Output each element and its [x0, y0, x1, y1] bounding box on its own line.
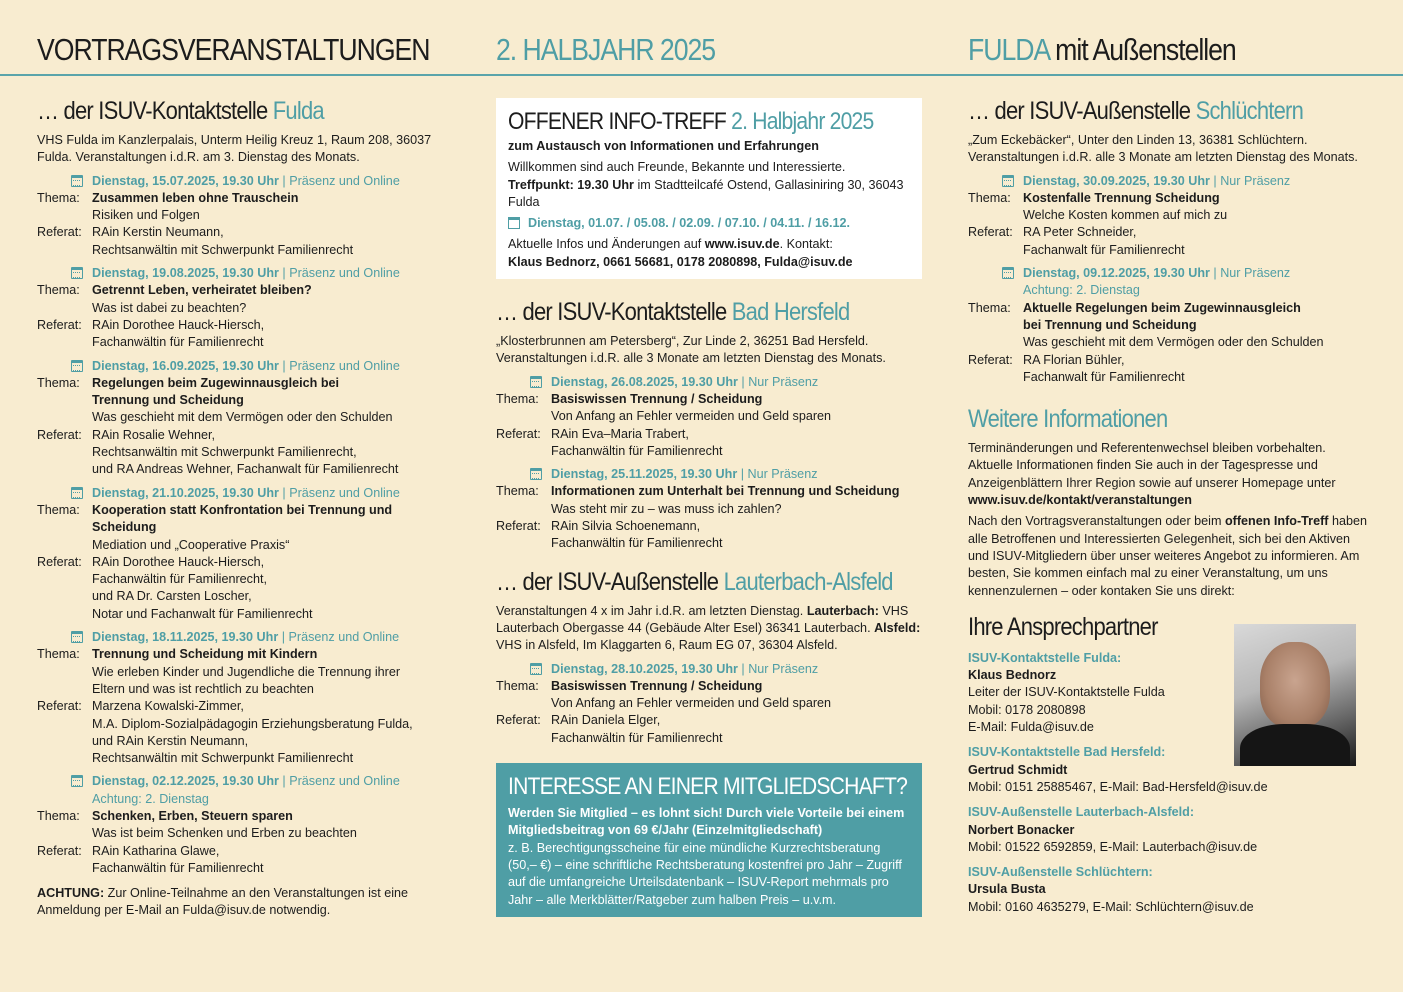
contact-details: Mobil: 0151 25885467, E-Mail: Bad-Hersfeld@isuv.de	[968, 779, 1268, 794]
event-date: Dienstag, 02.12.2025, 19.30 Uhr | Präsenz und Online	[37, 773, 467, 790]
contact-item	[968, 864, 1368, 916]
contacts-title: Ihre Ansprechpartner	[968, 612, 1158, 641]
info-treff-title: OFFENER INFO-TREFF 2. Halbjahr 2025	[508, 108, 874, 135]
event-format: Nur Präsenz	[747, 467, 818, 482]
event-referat: Referat: RA Florian Bühler, Fachanwalt für Familienrecht	[968, 352, 1185, 384]
membership-title: INTERESSE AN EINER MITGLIEDSCHAFT?	[508, 773, 908, 801]
event-format: Präsenz und Online	[289, 774, 400, 789]
info-treff-location: Treffpunkt: 19.30 Uhr im Stadtteilcafé Ostend, Gallasiniring 30, 36043 Fulda	[508, 177, 904, 209]
hersfeld-intro: „Klosterbrunnen am Petersberg“, Zur Linde 2, 36251 Bad Hersfeld. Veranstaltungen i.d.R. alle 3 Monate am letzten Dienstag des Monats.	[496, 334, 886, 366]
schluechtern-intro: „Zum Eckebäcker“, Unter den Linden 13, 36381 Schlüchtern. Veranstaltungen i.d.R. alle 3 Monate am letzten Dienstag des Monats.	[968, 133, 1358, 165]
calendar-icon	[1002, 267, 1014, 279]
event-item	[37, 265, 467, 351]
event-thema: Thema: Regelungen beim Zugewinnausgleich bei Trennung und Scheidung Was geschieht mit dem Vermögen oder den Schulden	[37, 375, 393, 425]
contact-name: Gertrud Schmidt	[968, 762, 1068, 777]
page-header	[0, 0, 1403, 76]
lauterbach-event-list	[496, 661, 922, 747]
contact-details: Mobil: 01522 6592859, E-Mail: Lauterbach@isuv.de	[968, 839, 1258, 854]
event-referat: Referat: RAin Daniela Elger, Fachanwältin für Familienrecht	[496, 713, 723, 745]
event-format: Präsenz und Online	[289, 358, 400, 373]
info-treff-dates: Dienstag, 01.07. / 05.08. / 02.09. / 07.10. / 04.11. / 16.12.	[508, 215, 910, 232]
calendar-icon	[530, 468, 542, 480]
event-item	[37, 173, 467, 259]
column-fulda	[37, 88, 467, 920]
event-date: Dienstag, 26.08.2025, 19.30 Uhr | Nur Präsenz	[496, 374, 922, 391]
event-date: Dienstag, 18.11.2025, 19.30 Uhr | Präsenz und Online	[37, 629, 467, 646]
event-format: Nur Präsenz	[748, 661, 819, 676]
membership-benefits: z. B. Berechtigungsscheine für eine mündliche Kurzrechtsberatung (50,– €) – eine schriftliche Rechtsberatung kostenfrei pro Jahr – Zugriff auf die umfangreiche Urteilsdatenbank – ISUV-Report mehrmals pro Jahr – alle Merkblätter/Ratgeber zum halben Preis – u.v.m.	[508, 840, 902, 907]
event-note: Achtung: 2. Dienstag	[92, 791, 209, 806]
calendar-icon	[71, 775, 83, 787]
section-title-hersfeld: … der ISUV-Kontaktstelle Bad Hersfeld	[496, 298, 850, 327]
header-title-right: FULDA mit Außenstellen	[968, 32, 1236, 67]
header-title-middle: 2. HALBJAHR 2025	[496, 32, 716, 67]
event-thema: Thema: Kostenfalle Trennung Scheidung Welche Kosten kommen auf mich zu	[968, 190, 1228, 223]
section-title-lauterbach: … der ISUV-Außenstelle Lauterbach-Alsfeld	[496, 567, 893, 596]
calendar-icon	[1002, 175, 1014, 187]
calendar-icon	[530, 376, 542, 388]
weitere-text-2: Nach den Vortragsveranstaltungen oder beim offenen Info-Treff haben alle Betroffenen und Interessierten Gelegenheit, sich bei den Aktiven und ISUV-Mitgliedern über unser weiteres Angebot zu informieren. Am besten, Sie kommen einfach mal zu einer Veranstaltung, um uns kennenzulernen – oder kontaken Sie uns direkt:	[968, 514, 1368, 598]
online-notice: ACHTUNG: Zur Online-Teilnahme an den Veranstaltungen ist eine Anmeldung per E-Mail an Fulda@isuv.de notwendig.	[37, 886, 409, 918]
calendar-icon	[71, 487, 83, 499]
event-note: Achtung: 2. Dienstag	[1023, 283, 1140, 298]
info-treff-contact: Klaus Bednorz, 0661 56681, 0178 2080898, Fulda@isuv.de	[508, 254, 853, 269]
membership-box	[496, 763, 922, 917]
event-item	[37, 358, 467, 479]
header-title-left: VORTRAGSVERANSTALTUNGEN	[37, 32, 430, 67]
event-item	[37, 773, 467, 877]
event-date: Dienstag, 15.07.2025, 19.30 Uhr | Präsenz und Online	[37, 173, 467, 190]
calendar-icon	[71, 175, 83, 187]
calendar-icon	[530, 663, 542, 675]
contact-photo	[1234, 624, 1356, 766]
contacts-section	[968, 612, 1368, 916]
calendar-icon	[71, 267, 83, 279]
contact-office: ISUV-Kontaktstelle Fulda:	[968, 650, 1122, 665]
event-date: Dienstag, 09.12.2025, 19.30 Uhr | Nur Präsenz	[968, 265, 1368, 282]
event-format: Präsenz und Online	[289, 485, 400, 500]
event-thema: Thema: Zusammen leben ohne Trauschein Risiken und Folgen	[37, 190, 299, 223]
event-date: Dienstag, 19.08.2025, 19.30 Uhr | Präsenz und Online	[37, 265, 467, 282]
contact-name: Norbert Bonacker	[968, 822, 1075, 837]
contact-office: ISUV-Kontaktstelle Bad Hersfeld:	[968, 745, 1166, 760]
isuv-link[interactable]: www.isuv.de	[704, 237, 780, 252]
contact-item	[968, 804, 1368, 856]
event-item	[496, 466, 922, 552]
event-referat: Referat: RAin Silvia Schoenemann, Fachanwältin für Familienrecht	[496, 519, 723, 551]
event-thema: Thema: Kooperation statt Konfrontation bei Trennung und Scheidung Mediation und „Cooperative Praxis“	[37, 502, 393, 552]
event-thema: Thema: Getrennt Leben, verheiratet bleiben? Was ist dabei zu beachten?	[37, 283, 312, 315]
calendar-icon	[508, 217, 520, 229]
event-item	[37, 629, 467, 767]
event-thema: Thema: Aktuelle Regelungen beim Zugewinnausgleich bei Trennung und Scheidung Was geschieht mit dem Vermögen oder den Schulden	[968, 300, 1324, 350]
event-format: Präsenz und Online	[288, 630, 400, 645]
event-date: Dienstag, 30.09.2025, 19.30 Uhr | Nur Präsenz	[968, 173, 1368, 190]
event-thema: Thema: Schenken, Erben, Steuern sparen Was ist beim Schenken und Erben zu beachten	[37, 808, 357, 841]
info-treff-box	[496, 98, 922, 279]
column-middle	[496, 88, 922, 917]
section-title-schluechtern: … der ISUV-Außenstelle Schlüchtern	[968, 97, 1304, 125]
event-date: Dienstag, 28.10.2025, 19.30 Uhr | Nur Präsenz	[496, 661, 922, 678]
fulda-event-list	[37, 173, 467, 878]
event-format: Nur Präsenz	[1220, 266, 1291, 281]
event-item	[496, 661, 922, 747]
lauterbach-intro: Veranstaltungen 4 x im Jahr i.d.R. am letzten Dienstag. Lauterbach: VHS Lauterbach Obergasse 44 (Gebäude Alter Esel) 36341 Lauterbach. Alsfeld: VHS in Alsfeld, Im Klaggarten 6, Raum EG 07, 36304 Alsfeld.	[496, 603, 921, 653]
contact-name: Klaus Bednorz	[968, 668, 1057, 683]
schluechtern-event-list	[968, 173, 1368, 387]
event-item	[968, 265, 1368, 386]
info-treff-aktuell: Aktuelle Infos und Änderungen auf www.isuv.de. Kontakt:	[508, 237, 833, 252]
event-format: Nur Präsenz	[748, 374, 819, 389]
info-treff-subtitle: zum Austausch von Informationen und Erfahrungen	[508, 139, 819, 153]
contact-name: Ursula Busta	[968, 882, 1046, 897]
section-title-weitere: Weitere Informationen	[968, 405, 1168, 434]
calendar-icon	[71, 360, 83, 372]
event-referat: Referat: RAin Dorothee Hauck-Hiersch, Fachanwältin für Familienrecht, und RA Dr. Carsten Loscher, Notar und Fachanwalt für Familienrecht	[37, 554, 313, 621]
contact-details: Leiter der ISUV-Kontaktstelle Fulda Mobil: 0178 2080898 E-Mail: Fulda@isuv.de	[968, 685, 1165, 735]
section-title-fulda: … der ISUV-Kontaktstelle Fulda	[37, 97, 324, 125]
event-format: Nur Präsenz	[1220, 173, 1291, 188]
event-date: Dienstag, 16.09.2025, 19.30 Uhr | Präsenz und Online	[37, 358, 467, 375]
fulda-intro: VHS Fulda im Kanzlerpalais, Unterm Heilig Kreuz 1, Raum 208, 36037 Fulda. Veranstaltungen i.d.R. am 3. Dienstag des Monats.	[37, 133, 432, 165]
event-referat: Referat: RA Peter Schneider, Fachanwalt für Familienrecht	[968, 225, 1185, 257]
contact-office: ISUV-Außenstelle Lauterbach-Alsfeld:	[968, 805, 1195, 820]
event-referat: Referat: Marzena Kowalski-Zimmer, M.A. Diplom-Sozialpädagogin Erziehungsberatung Fulda, und RAin Kerstin Neumann, Rechtsanwältin mit Schwerpunkt Familienrecht	[37, 699, 413, 766]
contact-details: Mobil: 0160 4635279, E-Mail: Schlüchtern@isuv.de	[968, 899, 1254, 914]
membership-lead: Werden Sie Mitglied – es lohnt sich! Durch viele Vorteile bei einem Mitgliedsbeitrag von 69 €/Jahr (Einzelmitgliedschaft)	[508, 806, 905, 838]
event-referat: Referat: RAin Dorothee Hauck-Hiersch, Fachanwältin für Familienrecht	[37, 317, 265, 350]
event-thema: Thema: Basiswissen Trennung / Scheidung Von Anfang an Fehler vermeiden und Geld sparen	[496, 678, 832, 711]
event-thema: Thema: Informationen zum Unterhalt bei Trennung und Scheidung Was steht mir zu – was muss ich zahlen?	[496, 484, 900, 516]
event-item	[968, 173, 1368, 259]
column-schluechtern	[968, 88, 1368, 916]
event-item	[37, 485, 467, 623]
event-date: Dienstag, 25.11.2025, 19.30 Uhr | Nur Präsenz	[496, 466, 922, 483]
event-referat: Referat: RAin Katharina Glawe, Fachanwältin für Familienrecht	[37, 843, 264, 875]
weitere-text-1: Terminänderungen und Referentenwechsel bleiben vorbehalten. Aktuelle Informationen finden Sie auch in der Tagespresse und Anzeigenblättern Ihrer Region sowie auf unserer Homepage unter www.isuv.de/kontakt/veranstaltungen	[968, 441, 1336, 508]
event-format: Präsenz und Online	[289, 173, 400, 188]
event-item	[496, 374, 922, 460]
event-referat: Referat: RAin Eva–Maria Trabert, Fachanwältin für Familienrecht	[496, 426, 723, 458]
event-referat: Referat: RAin Kerstin Neumann, Rechtsanwältin mit Schwerpunkt Familienrecht	[37, 225, 354, 257]
contact-office: ISUV-Außenstelle Schlüchtern:	[968, 865, 1153, 880]
veranstaltungen-link[interactable]: www.isuv.de/kontakt/veranstaltungen	[968, 493, 1192, 508]
event-format: Präsenz und Online	[289, 266, 400, 281]
info-treff-welcome: Willkommen sind auch Freunde, Bekannte und Interessierte.	[508, 160, 846, 175]
event-thema: Thema: Trennung und Scheidung mit Kindern Wie erleben Kinder und Jugendliche die Trennung ihrer Eltern und was ist rechtlich zu beachten	[37, 647, 401, 696]
event-date: Dienstag, 21.10.2025, 19.30 Uhr | Präsenz und Online	[37, 485, 467, 502]
event-thema: Thema: Basiswissen Trennung / Scheidung Von Anfang an Fehler vermeiden und Geld sparen	[496, 391, 832, 424]
hersfeld-event-list	[496, 374, 922, 553]
calendar-icon	[71, 631, 83, 643]
event-referat: Referat: RAin Rosalie Wehner, Rechtsanwältin mit Schwerpunkt Familienrecht, und RA Andreas Wehner, Fachanwalt für Familienrecht	[37, 427, 399, 477]
